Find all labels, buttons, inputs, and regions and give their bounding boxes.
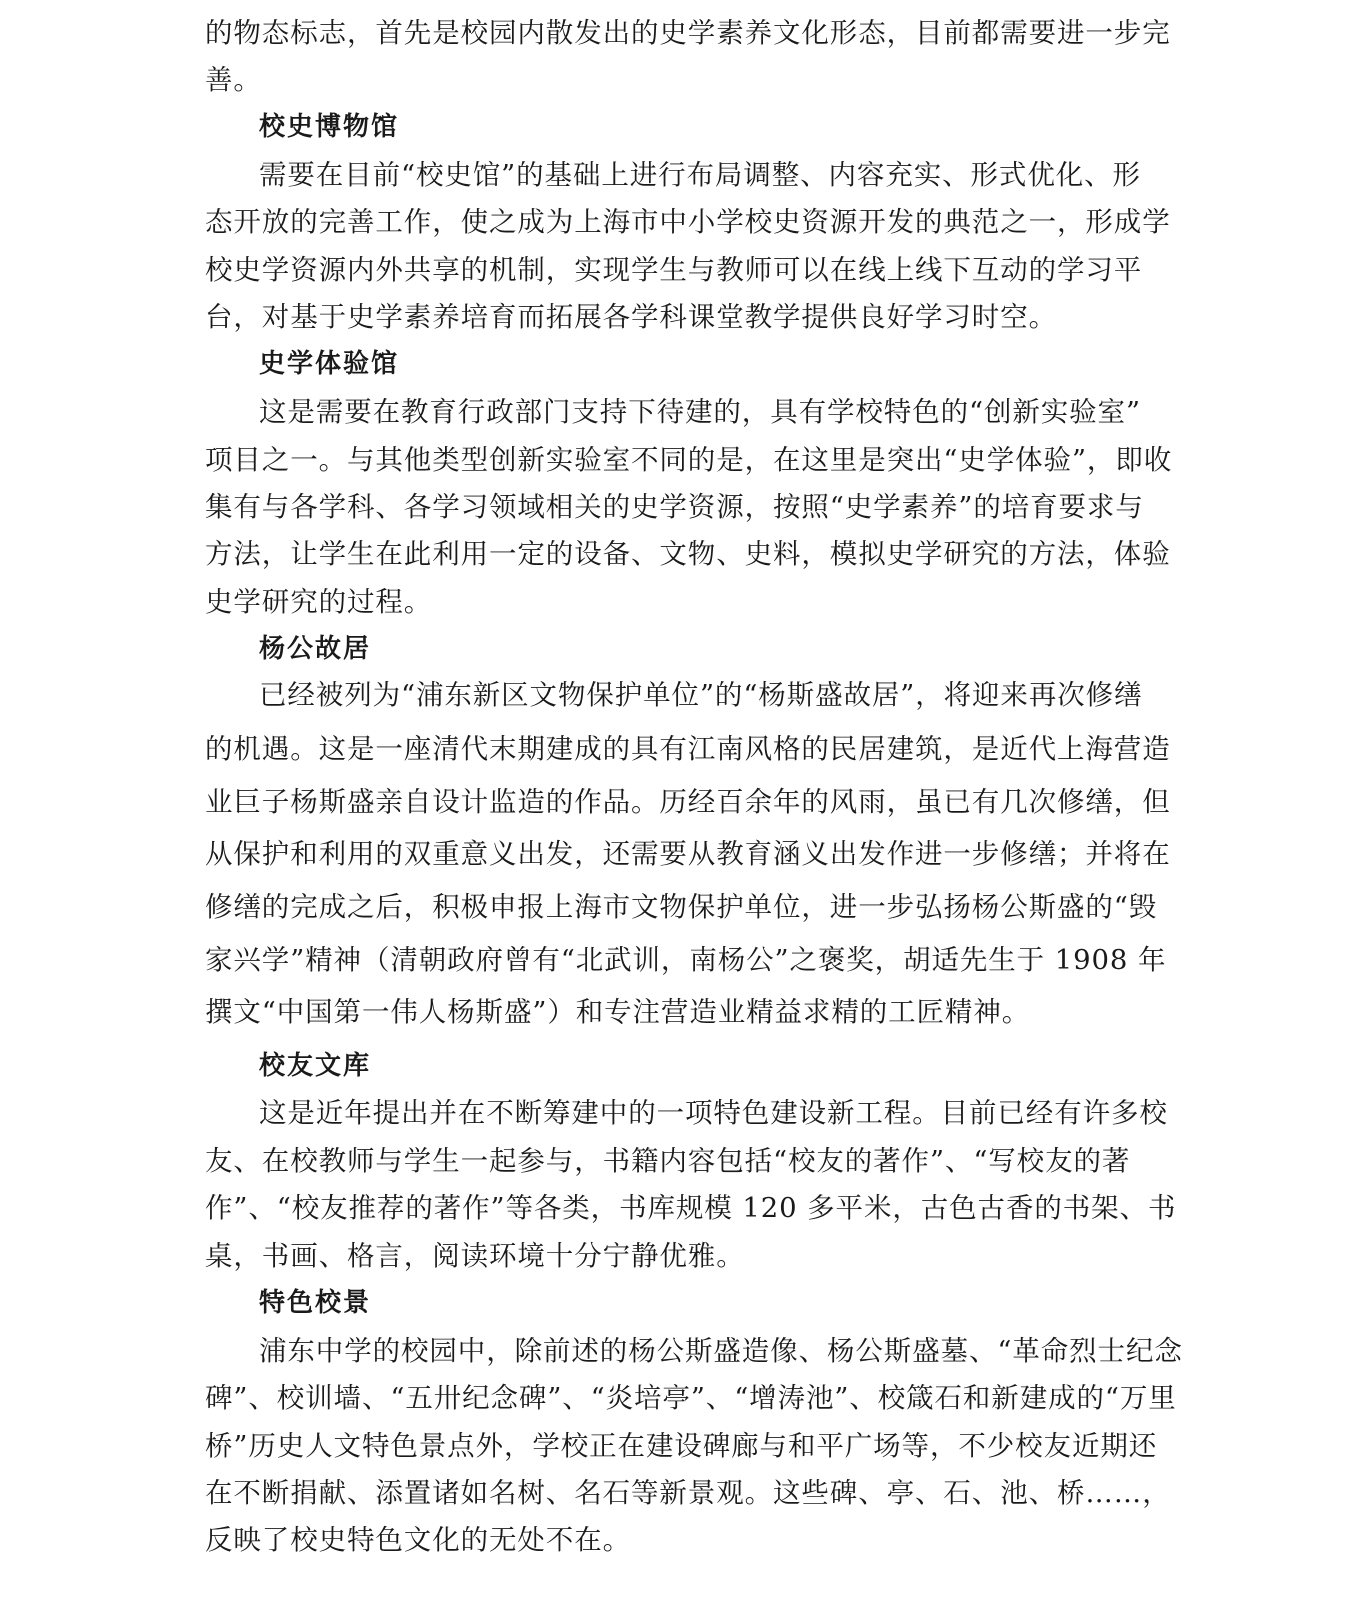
paragraph-line: 态开放的完善工作，使之成为上海市中小学校史资源开发的典范之一，形成学 (205, 206, 1171, 238)
paragraph-line: 已经被列为“浦东新区文物保护单位”的“杨斯盛故居”，将迎来再次修缮 (259, 679, 1143, 711)
paragraph-line: 业巨子杨斯盛亲自设计监造的作品。历经百余年的风雨，虽已有几次修缮，但 (205, 786, 1171, 818)
section-heading: 史学体验馆 (259, 349, 400, 379)
paragraph-line: 反映了校史特色文化的无处不在。 (205, 1524, 631, 1556)
section-heading: 校友文库 (259, 1051, 372, 1081)
paragraph-line: 集有与各学科、各学习领域相关的史学资源，按照“史学素养”的培育要求与 (205, 491, 1144, 523)
paragraph-line: 的物态标志，首先是校园内散发出的史学素养文化形态，目前都需要进一步完 (205, 17, 1171, 49)
paragraph-line: 的机遇。这是一座清代末期建成的具有江南风格的民居建筑，是近代上海营造 (205, 733, 1171, 765)
paragraph-line: 家兴学”精神（清朝政府曾有“北武训，南杨公”之褒奖，胡适先生于 1908 年 (205, 944, 1167, 976)
section-heading: 杨公故居 (259, 634, 372, 664)
paragraph-line: 碑”、校训墙、“五卅纪念碑”、“炎培亭”、“增涛池”、校箴石和新建成的“万里 (205, 1382, 1177, 1414)
paragraph-line: 浦东中学的校园中，除前述的杨公斯盛造像、杨公斯盛墓、“革命烈士纪念 (259, 1335, 1183, 1367)
paragraph-line: 台，对基于史学素养培育而拓展各学科课堂教学提供良好学习时空。 (205, 301, 1057, 333)
paragraph-line: 在不断捐献、添置诸如名树、名石等新景观。这些碑、亭、石、池、桥……， (205, 1477, 1171, 1509)
paragraph-line: 友、在校教师与学生一起参与，书籍内容包括“校友的著作”、“写校友的著 (205, 1145, 1131, 1177)
paragraph-line: 善。 (205, 64, 262, 96)
paragraph-line: 桥”历史人文特色景点外，学校正在建设碑廊与和平广场等，不少校友近期还 (205, 1430, 1158, 1462)
section-heading: 特色校景 (259, 1288, 372, 1318)
paragraph-line: 这是近年提出并在不断筹建中的一项特色建设新工程。目前已经有许多校 (259, 1097, 1168, 1129)
paragraph-line: 校史学资源内外共享的机制，实现学生与教师可以在线上线下互动的学习平 (205, 254, 1143, 286)
section-heading: 校史博物馆 (259, 112, 400, 142)
paragraph-line: 修缮的完成之后，积极申报上海市文物保护单位，进一步弘扬杨公斯盛的“毁 (205, 891, 1158, 923)
paragraph-line: 撰文“中国第一伟人杨斯盛”）和专注营造业精益求精的工匠精神。 (205, 996, 1031, 1028)
paragraph-line: 项目之一。与其他类型创新实验室不同的是，在这里是突出“史学体验”，即收 (205, 444, 1173, 476)
paragraph-line: 方法，让学生在此利用一定的设备、文物、史料，模拟史学研究的方法，体验 (205, 538, 1171, 570)
paragraph-line: 这是需要在教育行政部门支持下待建的，具有学校特色的“创新实验室” (259, 396, 1141, 428)
paragraph-line: 作”、“校友推荐的著作”等各类，书库规模 120 多平米，古色古香的书架、书 (205, 1192, 1177, 1224)
paragraph-line: 史学研究的过程。 (205, 586, 433, 618)
paragraph-line: 桌，书画、格言，阅读环境十分宁静优雅。 (205, 1240, 745, 1272)
paragraph-line: 需要在目前“校史馆”的基础上进行布局调整、内容充实、形式优化、形 (259, 159, 1141, 191)
paragraph-line: 从保护和利用的双重意义出发，还需要从教育涵义出发作进一步修缮；并将在 (205, 838, 1171, 870)
